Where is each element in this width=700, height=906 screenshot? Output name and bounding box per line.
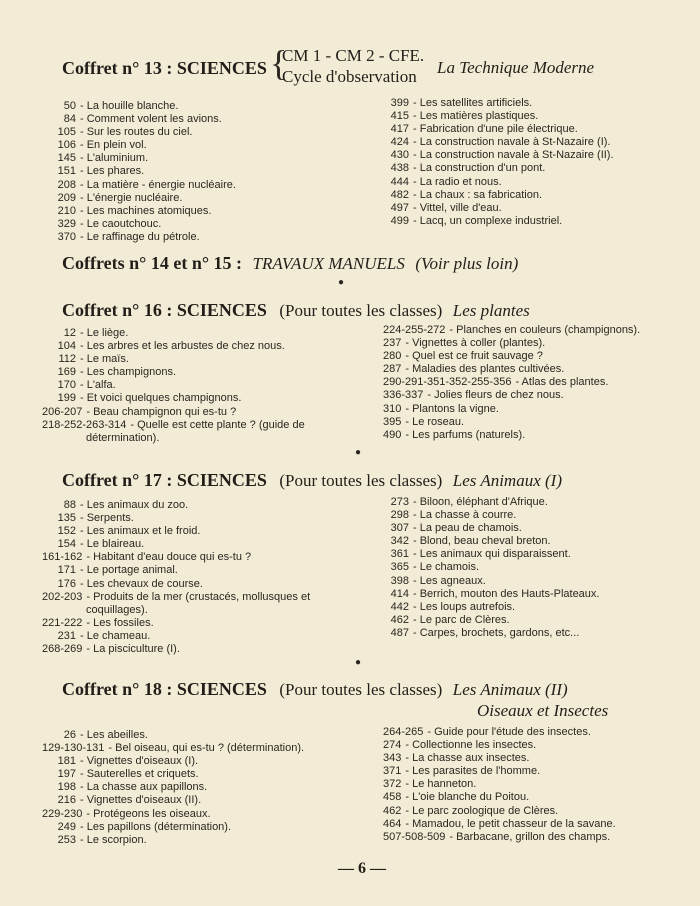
list-item [383, 561, 599, 574]
list-item [42, 834, 304, 847]
list-item [383, 110, 614, 123]
item-text: - Les papillons (détermination). [80, 820, 232, 833]
coffret-17-title: Coffret n° 17 : SCIENCES (Pour toutes les classes) Les Animaux (I) [62, 470, 562, 490]
separator-dot-3: ● [355, 657, 362, 668]
item-number: 135 [57, 512, 76, 525]
list-item [383, 627, 599, 640]
item-text: - Le chameau. [80, 629, 151, 642]
item-text: - La radio et nous. [413, 175, 502, 188]
list-item [383, 389, 640, 402]
item-number: 208 [57, 178, 76, 191]
item-number: 84 [63, 113, 76, 126]
item-text: - Le raffinage du pétrole. [80, 230, 200, 243]
list-item [383, 752, 616, 765]
coffret-14-15-note: (Voir plus loin) [415, 254, 519, 273]
list-item [383, 337, 640, 350]
list-item [383, 765, 616, 778]
list-item [383, 123, 614, 136]
list-item [42, 538, 310, 551]
list-item [42, 152, 236, 165]
item-text: - Les matières plastiques. [413, 110, 539, 123]
list-item [383, 575, 599, 588]
item-text: - Le maïs. [80, 353, 129, 366]
item-number: 361 [390, 548, 409, 561]
item-number: 264-265 [383, 726, 424, 738]
item-number: 298 [390, 509, 409, 522]
item-number: 12 [63, 327, 76, 339]
item-number: 462 [383, 804, 402, 817]
item-number: 414 [390, 587, 409, 600]
list-item [383, 818, 616, 831]
list-item [42, 551, 310, 564]
item-text: - La construction navale à St-Nazaire (I). [413, 136, 611, 149]
item-number: 415 [390, 110, 409, 123]
list-item [42, 231, 236, 244]
item-number: 176 [57, 577, 76, 590]
list-item [383, 522, 599, 535]
list-item [383, 791, 616, 804]
list-item [383, 778, 616, 791]
list-item [383, 535, 599, 548]
list-item [42, 165, 236, 178]
list-item [383, 189, 614, 202]
separator-dot-1: ● [338, 277, 345, 288]
list-item [42, 630, 310, 643]
item-text: - Les satellites artificiels. [413, 97, 533, 109]
item-text: - La chaux : sa fabrication. [413, 188, 543, 201]
coffret-18-subtitle-2: Oiseaux et Insectes [477, 701, 609, 720]
item-text: - Biloon, éléphant d'Afrique. [413, 496, 548, 508]
list-item [383, 350, 640, 363]
list-item [42, 499, 310, 512]
list-item [42, 525, 310, 538]
item-number: 26 [63, 729, 76, 741]
item-text: - Et voici quelques champignons. [80, 392, 242, 405]
item-number: 372 [383, 778, 402, 791]
item-text: - Les animaux du zoo. [80, 499, 189, 511]
list-item [383, 496, 599, 509]
item-text: - Mamadou, le petit chasseur de la savane. [405, 817, 616, 830]
list-item [42, 353, 305, 366]
item-text: - Le roseau. [405, 415, 465, 428]
item-text: - Le parc de Clères. [413, 613, 510, 626]
item-number: 490 [383, 428, 402, 441]
list-item [42, 781, 304, 794]
list-item [383, 588, 599, 601]
item-number: 50 [63, 100, 76, 112]
item-text: - Serpents. [80, 512, 134, 525]
list-item [42, 100, 236, 113]
list-item [42, 755, 304, 768]
list-item [42, 729, 304, 742]
item-text: - Les abeilles. [80, 729, 148, 741]
item-number: 229-230 [42, 807, 83, 820]
item-text: - Le caoutchouc. [80, 217, 162, 230]
item-number: 170 [57, 379, 76, 392]
item-number: 237 [383, 337, 402, 350]
coffret-17-classes: (Pour toutes les classes) [279, 471, 443, 490]
list-item [42, 578, 310, 591]
item-number: 249 [57, 820, 76, 833]
list-item [42, 794, 304, 807]
item-number: 197 [57, 768, 76, 781]
item-number: 482 [390, 188, 409, 201]
list-item [42, 821, 304, 834]
item-text: - Vignettes à coller (plantes). [405, 337, 546, 350]
item-text: - L'énergie nucléaire. [80, 191, 183, 204]
item-number: 145 [57, 152, 76, 165]
item-number: 438 [390, 162, 409, 175]
item-text: - Vignettes d'oiseaux (I). [80, 755, 199, 768]
item-number: 198 [57, 781, 76, 794]
list-item [383, 509, 599, 522]
list-item [383, 324, 640, 337]
list-item [383, 162, 614, 175]
item-text: - Le portage animal. [80, 564, 178, 577]
coffret-16-subtitle: Les plantes [452, 301, 530, 320]
item-number: 442 [390, 600, 409, 613]
list-item [42, 742, 304, 755]
item-number: 424 [390, 136, 409, 149]
item-text: - La houille blanche. [80, 100, 179, 112]
item-number: 88 [63, 499, 76, 511]
coffret-13-level-1: CM 1 - CM 2 - CFE. [282, 46, 425, 65]
item-number: 464 [383, 817, 402, 830]
item-text: - Les arbres et les arbustes de chez nous. [80, 340, 285, 353]
coffret-13-subtitle: La Technique Moderne [437, 58, 595, 77]
item-number: 112 [58, 353, 76, 366]
item-text: - Produits de la mer (crustacés, mollusques et [86, 590, 311, 603]
item-number: 273 [390, 496, 409, 508]
item-number: 268-269 [42, 643, 83, 656]
list-item [42, 419, 305, 432]
item-number: 181 [57, 755, 76, 768]
list-item [42, 366, 305, 379]
item-number: 169 [57, 366, 76, 379]
item-text: - Collectionne les insectes. [405, 739, 537, 752]
item-number: 310 [383, 402, 402, 415]
item-text: coquillages). [86, 603, 148, 616]
coffret-18-right-list [383, 726, 616, 844]
list-item [42, 808, 304, 821]
item-text: - Les animaux et le froid. [80, 525, 201, 538]
coffret-17-left-list [42, 499, 310, 656]
item-number: 216 [57, 794, 76, 807]
item-number: 253 [57, 833, 76, 846]
item-number: 199 [57, 392, 76, 405]
list-item [383, 601, 599, 614]
item-number: 280 [383, 350, 402, 363]
list-item [42, 218, 236, 231]
list-item [383, 97, 614, 110]
item-text: - Habitant d'eau douce qui es-tu ? [86, 551, 252, 564]
list-item [383, 726, 616, 739]
item-text: - Quel est ce fruit sauvage ? [405, 350, 543, 363]
item-text: - Le hanneton. [405, 778, 477, 791]
item-number: 329 [57, 217, 76, 230]
coffret-16-left-list [42, 327, 305, 445]
item-number: 210 [57, 204, 76, 217]
list-item [42, 179, 236, 192]
list-item [42, 564, 310, 577]
item-text: - L'alfa. [80, 379, 116, 392]
coffret-18-subtitle: Les Animaux (II) [452, 680, 568, 699]
item-number: 399 [390, 97, 409, 109]
item-number: 105 [57, 126, 76, 139]
item-text: - Le blaireau. [80, 538, 145, 551]
item-text: - Les champignons. [80, 366, 176, 379]
coffret-13-title [62, 58, 267, 79]
coffret-14-15-title: Coffrets n° 14 et n° 15 : TRAVAUX MANUELS (Voir plus loin) [62, 253, 519, 273]
coffret-13-left-list [42, 100, 236, 244]
list-item [383, 403, 640, 416]
separator-dot-2: ● [355, 447, 362, 458]
item-text: - Atlas des plantes. [515, 376, 609, 389]
item-number: 202-203 [42, 590, 83, 603]
item-number: 395 [383, 415, 402, 428]
list-item [42, 126, 236, 139]
page-number: — 6 — [338, 860, 386, 877]
item-number: 444 [390, 175, 409, 188]
item-number: 231 [57, 629, 76, 642]
item-number: 129-130-131 [42, 742, 105, 755]
item-number: 154 [57, 538, 76, 551]
item-number: 152 [57, 525, 76, 538]
list-item [383, 363, 640, 376]
list-item [42, 591, 310, 604]
coffret-16-classes: (Pour toutes les classes) [279, 301, 443, 320]
list-item [42, 379, 305, 392]
list-item [383, 202, 614, 215]
item-text: - Sauterelles et criquets. [80, 768, 199, 781]
item-number: 370 [57, 230, 76, 243]
coffret-16-right-list [383, 324, 640, 442]
item-text: - Vignettes d'oiseaux (II). [80, 794, 202, 807]
list-item [42, 205, 236, 218]
list-item [383, 831, 616, 844]
item-text: - Plantons la vigne. [405, 402, 499, 415]
list-item [42, 113, 236, 126]
item-number: 499 [390, 214, 409, 227]
item-number: 221-222 [42, 616, 83, 629]
coffret-14-15-subtitle: TRAVAUX MANUELS [252, 254, 405, 273]
item-text: - Les agneaux. [413, 574, 486, 587]
item-number: 307 [390, 522, 409, 535]
item-text: - Sur les routes du ciel. [80, 126, 193, 139]
item-number: 497 [390, 201, 409, 214]
item-number: 462 [390, 613, 409, 626]
item-text: - Les animaux qui disparaissent. [413, 548, 571, 561]
item-text: - Comment volent les avions. [80, 113, 222, 126]
list-item [42, 340, 305, 353]
coffret-17-right-list [383, 496, 599, 640]
item-number: 336-337 [383, 389, 424, 402]
item-text: - La chasse à courre. [413, 509, 517, 522]
list-item [383, 416, 640, 429]
item-text: - La construction d'un pont. [413, 162, 546, 175]
list-item [383, 739, 616, 752]
item-text: - Lacq, un complexe industriel. [413, 214, 563, 227]
item-number: 487 [390, 626, 409, 639]
item-number: 398 [390, 574, 409, 587]
coffret-17-subtitle: Les Animaux (I) [452, 471, 562, 490]
item-number: 342 [390, 535, 409, 548]
list-item [383, 215, 614, 228]
item-text: - La chasse aux papillons. [80, 781, 208, 794]
list-item [42, 432, 305, 445]
item-text: - Le liège. [80, 327, 129, 339]
list-item [42, 617, 310, 630]
item-number: 287 [383, 363, 402, 376]
list-item [383, 429, 640, 442]
item-number: 151 [57, 165, 76, 178]
item-number: 218-252-263-314 [42, 418, 127, 431]
item-text: - Beau champignon qui es-tu ? [86, 405, 237, 418]
list-item [383, 614, 599, 627]
item-text: - Les machines atomiques. [80, 204, 212, 217]
item-text: - Guide pour l'étude des insectes. [427, 726, 591, 738]
item-text: - Les parfums (naturels). [405, 428, 526, 441]
item-number: 430 [390, 149, 409, 162]
coffret-18-left-list [42, 729, 304, 847]
item-text: - Maladies des plantes cultivées. [405, 363, 565, 376]
item-text: - En plein vol. [80, 139, 147, 152]
coffret-13-level-2: Cycle d'observation [282, 67, 417, 86]
item-number: 209 [57, 191, 76, 204]
item-text: - Les phares. [80, 165, 145, 178]
item-text: - Le chamois. [413, 561, 480, 574]
item-text: - Fabrication d'une pile électrique. [413, 123, 578, 136]
list-item [42, 512, 310, 525]
item-text: - Carpes, brochets, gardons, etc... [413, 626, 580, 639]
item-text: - Les parasites de l'homme. [405, 765, 541, 778]
item-number: 106 [57, 139, 76, 152]
item-number: 104 [57, 340, 76, 353]
levels-brace: { [270, 43, 288, 83]
list-item [42, 139, 236, 152]
item-number: 417 [390, 123, 409, 136]
item-text: - Le parc zoologique de Clères. [405, 804, 559, 817]
item-text: - Les loups autrefois. [413, 600, 516, 613]
list-item [383, 136, 614, 149]
coffret-13-label: Coffret n° 13 : SCIENCES [62, 58, 267, 78]
item-text: - Le scorpion. [80, 833, 147, 846]
list-item [42, 192, 236, 205]
item-text: - La pisciculture (I). [86, 643, 180, 656]
item-text: - La matière - énergie nucléaire. [80, 178, 236, 191]
item-text: - Berrich, mouton des Hauts-Plateaux. [413, 587, 600, 600]
coffret-16-title: Coffret n° 16 : SCIENCES (Pour toutes les classes) Les plantes [62, 300, 530, 320]
item-text: - L'aluminium. [80, 152, 149, 165]
list-item [42, 392, 305, 405]
item-text: - Les fossiles. [86, 616, 154, 629]
list-item [42, 604, 310, 617]
item-number: 507-508-509 [383, 830, 446, 843]
item-text: - L'oie blanche du Poitou. [405, 791, 530, 804]
item-number: 343 [383, 752, 402, 765]
item-number: 171 [57, 564, 76, 577]
item-text: - La construction navale à St-Nazaire (II). [413, 149, 614, 162]
item-text: - Bel oiseau, qui es-tu ? (détermination). [108, 742, 305, 755]
item-text: - Quelle est cette plante ? (guide de [130, 418, 305, 431]
item-text: - Barbacane, grillon des champs. [449, 830, 611, 843]
list-item [383, 149, 614, 162]
item-text: - Protégeons les oiseaux. [86, 807, 211, 820]
item-number: 161-162 [42, 551, 83, 564]
item-number: 365 [390, 561, 409, 574]
item-text: - La chasse aux insectes. [405, 752, 530, 765]
list-item [42, 768, 304, 781]
item-number: 224-255-272 [383, 324, 446, 336]
list-item [383, 548, 599, 561]
list-item [42, 327, 305, 340]
item-text: - Vittel, ville d'eau. [413, 201, 502, 214]
item-text: - Planches en couleurs (champignons). [449, 324, 641, 336]
item-text: - Blond, beau cheval breton. [413, 535, 551, 548]
item-number: 290-291-351-352-255-356 [383, 376, 512, 389]
item-number: 206-207 [42, 405, 83, 418]
item-text: - Jolies fleurs de chez nous. [427, 389, 564, 402]
item-text: détermination). [86, 431, 160, 444]
list-item [383, 176, 614, 189]
coffret-18-classes: (Pour toutes les classes) [279, 680, 443, 699]
list-item [42, 406, 305, 419]
item-text: - Les chevaux de course. [80, 577, 203, 590]
coffret-13-right-list [383, 97, 614, 228]
list-item [42, 643, 310, 656]
list-item [383, 376, 640, 389]
item-number: 458 [383, 791, 402, 804]
item-number: 371 [383, 765, 402, 778]
list-item [383, 805, 616, 818]
item-number: 274 [383, 739, 402, 752]
item-text: - La peau de chamois. [413, 522, 522, 535]
coffret-18-title: Coffret n° 18 : SCIENCES (Pour toutes les classes) Les Animaux (II) [62, 679, 568, 699]
